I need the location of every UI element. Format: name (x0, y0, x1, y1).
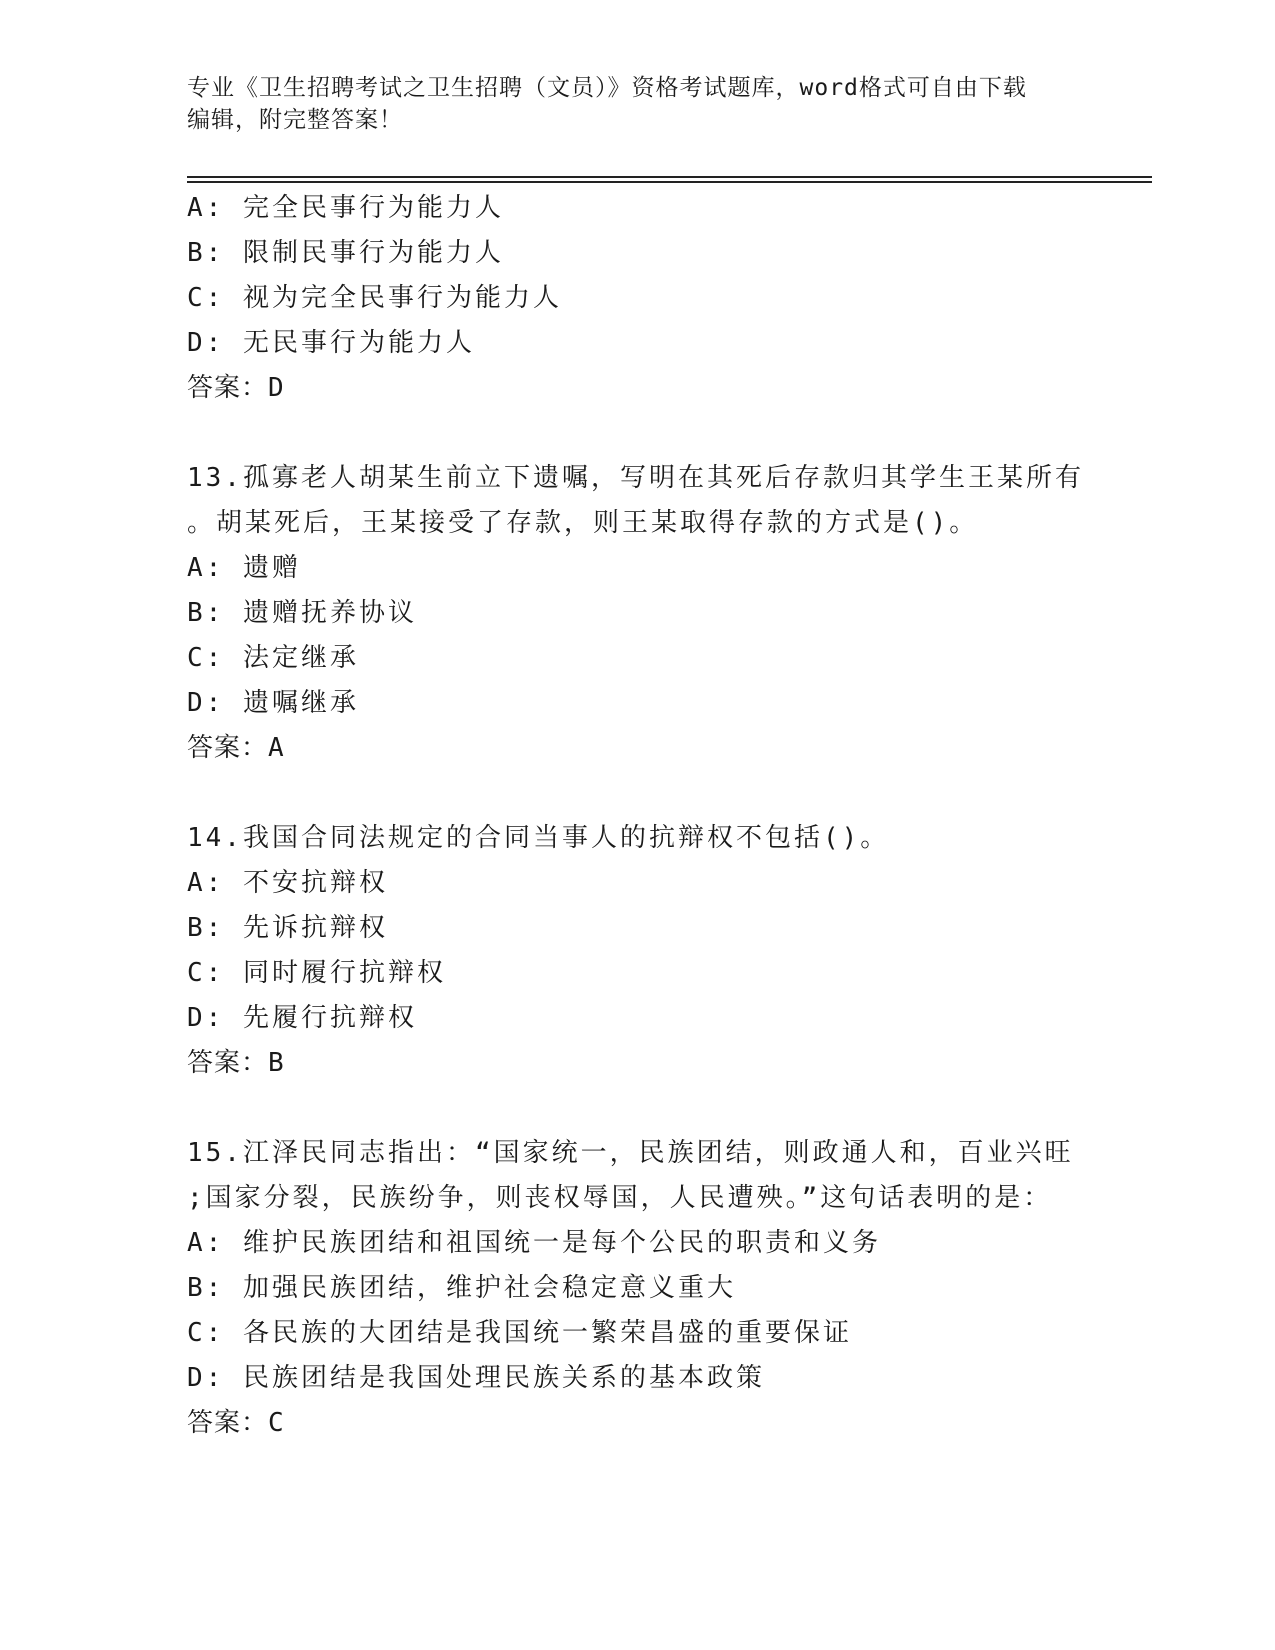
question-13-stem-line-2: 。胡某死后，王某接受了存款，则王某取得存款的方式是()。 (187, 508, 979, 538)
option-a: A: 完全民事行为能力人 (187, 193, 504, 223)
question-15-option-c: C: 各民族的大团结是我国统一繁荣昌盛的重要保证 (187, 1318, 852, 1348)
option-c: C: 视为完全民事行为能力人 (187, 283, 562, 313)
header-divider-bottom (187, 181, 1152, 183)
answer-value: C (268, 1408, 285, 1438)
question-15-option-d: D: 民族团结是我国处理民族关系的基本政策 (187, 1363, 765, 1393)
header-line-1: 专业《卫生招聘考试之卫生招聘（文员）》资格考试题库，word格式可自由下载 (187, 75, 1027, 101)
question-14-option-d: D: 先履行抗辩权 (187, 1003, 417, 1033)
question-14-stem: 14.我国合同法规定的合同当事人的抗辩权不包括()。 (187, 823, 890, 853)
question-13-stem-line-1: 13.孤寡老人胡某生前立下遗嘱，写明在其死后存款归其学生王某所有 (187, 463, 1084, 493)
question-13-option-a: A: 遗赠 (187, 553, 301, 583)
question-15-option-a: A: 维护民族团结和祖国统一是每个公民的职责和义务 (187, 1228, 881, 1258)
question-13-answer (187, 731, 285, 765)
question-14-option-b: B: 先诉抗辩权 (187, 913, 388, 943)
question-15-answer (187, 1406, 285, 1440)
option-b: B: 限制民事行为能力人 (187, 238, 504, 268)
question-15-option-b: B: 加强民族团结，维护社会稳定意义重大 (187, 1273, 736, 1303)
question-13-option-b: B: 遗赠抚养协议 (187, 598, 417, 628)
answer (187, 371, 285, 405)
question-14-answer (187, 1046, 285, 1080)
question-14-option-c: C: 同时履行抗辩权 (187, 958, 446, 988)
option-d: D: 无民事行为能力人 (187, 328, 475, 358)
answer-label: 答案： (187, 1048, 269, 1078)
answer-label: 答案： (187, 373, 269, 403)
answer-label: 答案： (187, 1408, 269, 1438)
question-13-option-c: C: 法定继承 (187, 643, 359, 673)
answer-label: 答案： (187, 733, 269, 763)
answer-value: D (268, 373, 285, 403)
question-13-option-d: D: 遗嘱继承 (187, 688, 359, 718)
question-15-stem-line-2: ;国家分裂，民族纷争，则丧权辱国，人民遭殃。”这句话表明的是： (187, 1183, 1053, 1213)
header-divider-top (187, 176, 1152, 178)
question-14-option-a: A: 不安抗辩权 (187, 868, 388, 898)
header-line-2: 编辑，附完整答案！ (187, 107, 403, 133)
answer-value: A (268, 733, 285, 763)
question-15-stem-line-1: 15.江泽民同志指出：“国家统一，民族团结，则政通人和，百业兴旺 (187, 1138, 1074, 1168)
answer-value: B (268, 1048, 285, 1078)
document-header (187, 72, 1067, 136)
